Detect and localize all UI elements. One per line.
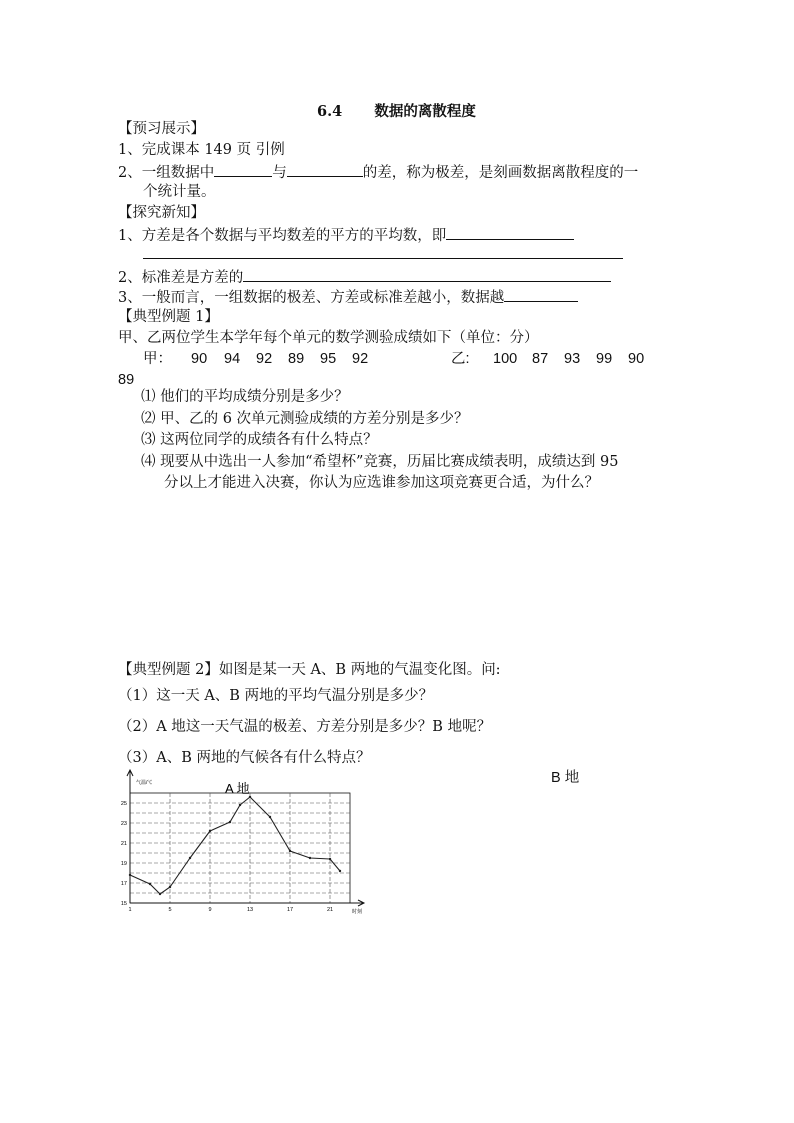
title-number: 6.4	[317, 103, 343, 120]
y-tick-label: 17	[120, 881, 127, 887]
example1-question-4-cont: 分以上才能进入决赛，你认为应选谁参加这项竞赛更合适，为什么？	[164, 475, 599, 491]
answer-blank-variance-1[interactable]	[446, 224, 574, 240]
preview-heading: 【预习展示】	[118, 121, 205, 137]
preview-item-2-part-a: 2、一组数据中	[118, 165, 215, 181]
jia-scores-row	[143, 349, 172, 369]
y-tick-label: 19	[120, 861, 127, 867]
example2-line	[118, 660, 501, 680]
explore-heading: 【探究新知】	[118, 205, 205, 221]
yi-score: 93	[564, 351, 581, 367]
yi-score-last: 89	[118, 372, 135, 388]
explore-item-1-text: 1、方差是各个数据与平均数差的平方的平均数，即	[118, 228, 447, 244]
example1-question-3: ⑶ 这两位同学的成绩各有什么特点？	[141, 432, 378, 448]
preview-item-2-part-c: 的差，称为极差，是刻画数据离散程度的一	[362, 165, 639, 181]
y-tick-label: 25	[120, 801, 127, 807]
example2-heading: 【典型例题 2】	[118, 662, 219, 678]
yi-label: 乙:	[451, 351, 470, 367]
temperature-point	[169, 886, 171, 888]
yi-score: 99	[596, 351, 613, 367]
explore-item-3	[118, 286, 578, 308]
temperature-point	[239, 804, 241, 806]
chart-title: A 地	[225, 781, 250, 796]
b-chart-label: B 地	[551, 770, 580, 786]
temperature-point	[329, 858, 331, 860]
explore-item-2	[118, 266, 611, 288]
jia-label: 甲：	[143, 351, 172, 367]
jia-score: 95	[320, 351, 337, 367]
y-tick-label: 23	[120, 821, 127, 827]
example2-question-1: （1）这一天 A、B 两地的平均气温分别是多少？	[118, 688, 434, 704]
explore-item-2-text: 2、标准差是方差的	[118, 270, 244, 286]
yi-score: 90	[628, 351, 645, 367]
temperature-point	[229, 821, 231, 823]
page-title	[317, 100, 476, 121]
temperature-point	[309, 857, 311, 859]
example2-question-2: （2）A 地这一天气温的极差、方差分别是多少？B 地呢？	[118, 719, 492, 735]
jia-score: 92	[352, 351, 369, 367]
jia-score: 89	[288, 351, 305, 367]
temperature-point	[269, 816, 271, 818]
preview-item-2-part-b: 与	[272, 165, 287, 181]
answer-blank-max[interactable]	[214, 161, 272, 177]
explore-item-1	[118, 224, 574, 246]
temperature-point	[289, 850, 291, 852]
x-tick-label: 17	[286, 907, 294, 913]
answer-blank-stable[interactable]	[504, 286, 578, 302]
temperature-point	[129, 874, 131, 876]
jia-score: 94	[224, 351, 241, 367]
x-tick-label: 13	[246, 907, 254, 913]
example2-question-3: （3）A、B 两地的气候各有什么特点？	[118, 750, 371, 766]
temperature-line	[130, 797, 340, 894]
yi-score: 100	[493, 351, 518, 367]
plot-frame	[130, 793, 350, 903]
y-tick-label: 21	[120, 841, 127, 847]
answer-blank-std[interactable]	[243, 266, 611, 282]
x-tick-label: 5	[168, 907, 172, 913]
jia-score: 90	[191, 351, 208, 367]
example1-question-4: ⑷ 现要从中选出一人参加“希望杯”竞赛，历届比赛成绩表明，成绩达到 95	[141, 454, 619, 470]
x-tick-label: 1	[128, 907, 132, 913]
temperature-point	[159, 893, 161, 895]
answer-blank-min[interactable]	[287, 161, 363, 177]
preview-item-1: 1、完成课本 149 页 引例	[118, 142, 285, 158]
temperature-point	[149, 883, 151, 885]
preview-item-2-cont: 个统计量。	[143, 184, 216, 200]
title-text: 数据的离散程度	[374, 103, 476, 120]
temperature-point	[339, 870, 341, 872]
example1-question-1: ⑴ 他们的平均成绩分别是多少？	[141, 389, 349, 405]
y-axis-label: 气温/℃	[136, 780, 153, 786]
temperature-point	[249, 796, 251, 798]
jia-score: 92	[256, 351, 273, 367]
temperature-point	[189, 857, 191, 859]
preview-item-2	[118, 161, 638, 183]
yi-score: 87	[532, 351, 549, 367]
x-tick-label: 9	[208, 907, 212, 913]
example1-heading: 【典型例题 1】	[118, 309, 219, 325]
x-axis-label: 时刻	[352, 909, 363, 915]
explore-item-3-text: 3、一般而言，一组数据的极差、方差或标准差越小，数据越	[118, 290, 505, 306]
example1-intro: 甲、乙两位学生本学年每个单元的数学测验成绩如下（单位：分）	[118, 330, 539, 346]
y-tick-label: 15	[120, 901, 127, 907]
temperature-point	[209, 830, 211, 832]
example1-question-2: ⑵ 甲、乙的 6 次单元测验成绩的方差分别是多少？	[141, 411, 469, 427]
example2-intro: 如图是某一天 A、B 两地的气温变化图。问:	[218, 662, 501, 678]
x-tick-label: 21	[326, 907, 334, 913]
answer-blank-variance-2[interactable]	[143, 258, 623, 259]
a-temperature-chart	[112, 768, 372, 918]
